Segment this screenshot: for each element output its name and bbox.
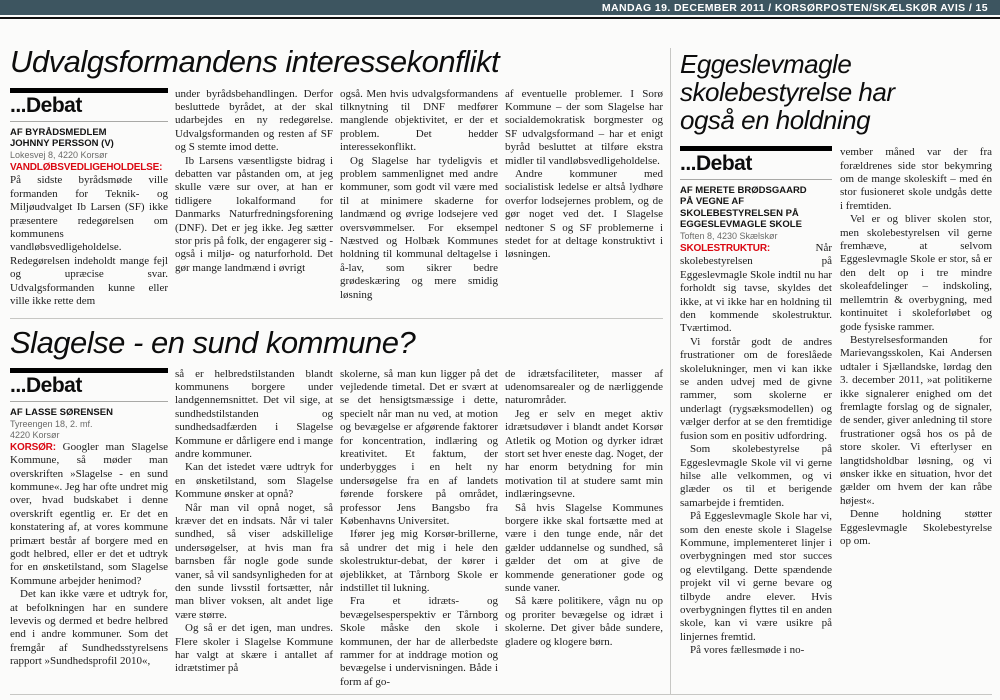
article-interessekonflikt [10,46,663,308]
article-3-column-1 [680,146,832,657]
body-paragraph: På vores fællesmøde i no- [690,644,805,657]
byline-line: PÅ VEGNE AF [680,196,745,208]
body-paragraph: Ifører jeg mig Korsør-brillerne, så undrer det mig i hele den skolestruktur-debat, der kører i øjeblikket, at Tårnborg Skole er indstillet til lukning. [340,528,498,595]
body-paragraph: Vi forstår godt de andres frustrationer om de foreslåede skolelukninger, men vi kan ikke se anden udvej med de givne rammer, som skolerne er underlagt (rygsæksmodellen) og vælger derfor at se den fremtidige fusion som en positiv udfordring. [680,335,832,442]
page-bottom-rule [10,694,992,695]
body-paragraph: Og Slagelse har tydeligvis et problem sammenlignet med andre kommuner, som godt vil være med til at minimere skaderne for landmænd og øvrige lodsejere ved oversvømmelser. For eksempel Næstved og Holbæk Kommunes holdning til kommunal deltagelse i å-lav, som sikrer bedre grødeskæring og mere smidig løsning [340,154,498,301]
lead-word: VANDLØBSVEDLIGEHOLDELSE: [10,161,163,173]
body-paragraph: skolerne, så man kun ligger på det vejledende timetal. Det er svært at se det hensigtsmæssige i dette, specielt når man nu ved, at motion og bevægelse er afgørende faktorer for koncentration, indlæring og kreativitet. Et faktum, der underbygges i en helt ny undersøgelse fra en af landets førende forskere på området, professor Jens Bangsbo fra Københavns Universitet. [340,367,498,528]
byline [10,127,168,149]
body-paragraph: Denne holdning støtter Eggeslevmagle Skolebestyrelse op om. [840,508,992,548]
byline-line: AF BYRÅDSMEDLEM [10,126,107,138]
byline-address: Toften 8, 4230 Skælskør [680,231,778,242]
body-paragraph: Og så er det igen, man undres. Flere skoler i Slagelse Kommune har valgt at skære i antallet af idrætstimer på [175,622,333,675]
masthead-text: MANDAG 19. DECEMBER 2011 / KORSØRPOSTEN/SKÆLSKØR AVIS / 15 [601,1,988,14]
body-paragraph: Vel er og bliver skolen stor, men skolebestyrelsen vil gerne fremhæve, at selvom Eggeslevmagle Skole er stor, så er den delt op i tre mindre skoleafdelinger – indskoling, mellemtrin & overbygning, med kontinuitet i skoleforløbet og gode fysiske rammer. [840,213,992,333]
body-paragraph: under byrådsbehandlingen. Derfor besluttede byrådet, at der skal udarbejdes en ny redegørelse. Udvalgsformanden og resten af SF og S stemte imod dette. [175,87,333,154]
article-2-column-1 [10,368,168,690]
lead-word: KORSØR: [10,441,56,453]
article-2-headline: Slagelse - en sund kommune? [10,325,416,360]
body-paragraph: de idrætsfaciliteter, masser af udenomsarealer og de nærliggende naturområder. [505,367,663,407]
article-1-column-2 [175,88,333,309]
article-1-headline: Udvalgsformandens interessekonflikt [10,44,500,79]
masthead-bar [0,0,1000,15]
debat-section-label: ...Debat [10,88,168,122]
address-line: Tyreengen 18, 2. mf. [10,418,93,429]
body-paragraph: vember måned var der fra forældrenes side stor bekymring om de mange skoleskift – med én stor fusioneret skole undgås dette i fremtiden. [840,146,992,212]
byline-line: JOHNNY PERSSON (V) [10,137,114,149]
debat-section-label: ...Debat [10,368,168,402]
paragraph-text: Googler man Slagelse Kommune, så møder man overskriften »Slagelse - en sund kommune«. Jeg har ofte undret mig over, hvad budskabet i denne overskrift egentlig er. Er det en konstatering af, at vores kommune primært består af borgere med en godt helbred, eller er det et udtryk for en ønsketilstand, som Slagelse Kommune arbejder henimod? [10,440,168,587]
body-paragraph: Jeg er selv en meget aktiv idrætsudøver i blandt andet Korsør Atletik og Motion og dyrker idræt stort set hver eneste dag. Noget, der har enorm betydning for min motivation til at studere samt min indlæringsevne. [505,407,663,501]
lead-word: SKOLESTRUKTUR: [680,243,770,255]
article-1-column-3 [340,88,498,309]
byline-line: SKOLEBESTYRELSEN PÅ [680,207,799,219]
body-paragraph: Bestyrelsesformanden for Marievangsskolen, Kai Andersen udtaler i Sjællandske, lørdag den 3. december 2011, »at politikerne ikke signalerer enighed om det fremlagte forslag og de signaler, de sender, giver anledning til store frustrationer også hos os på de store skoler. Vi efterlyser en langtidsholdbar løsning, og vi ønsker ikke en situation, hvor det gælder om hvem der kan råbe højest«. [840,333,992,507]
paragraph-text: Når skolebestyrelsen på Eggeslevmagle Skole indtil nu har forholdt sig tavse, skyldes det ikke, at vi ikke har en holdning til den kommende skolestruktur. Tværtimod. [680,242,832,335]
body-paragraph: Så kære politikere, vågn nu op og proriter bevægelse og idræt i skolerne. Det giver både sundere, gladere og klogere børn. [505,595,663,648]
article-sund-kommune [10,327,663,689]
body-paragraph: Andre kommuner med socialistisk ledelse er altså lydhøre overfor lodsejernes problem, og de gør noget ved det. I Slagelse nedtoner S og SF problemerne i stedet for at deltage konstruktivt i løsningen. [505,167,663,261]
body-paragraph [10,441,168,588]
byline [680,185,832,230]
body-paragraph: Så hvis Slagelse Kommunes borgere ikke skal fortsætte med at være i den tunge ende, når det gælder uddannelse og sundhed, så gælder det om at give de kommende generationer gode og sunde vaner. [505,501,663,595]
body-paragraph: Når man vil opnå noget, så kræver det en indsats. Når vi taler sundhed, så viser adskillelige undersøgelser, at hvis man fra barnsben får nogle gode sunde vaner, så vil sandsynligheden for at den sunde livsstil fortsætter, når man bliver voksen, alt andet lige være større. [175,501,333,621]
debat-section-label: ...Debat [680,146,832,180]
body-paragraph: På Eggeslevmagle Skole har vi, som den eneste skole i Slagelse Kommune, implementeret linjer i overbygningen med stor succes og elevtilgang. Dette spændende projekt vil vi gerne bevare og tilbyde andre elever. Hvis overbygningen flyttes til en anden skole, kan vi være usikre på linjernes fremtid. [680,510,832,643]
body-paragraph: Som skolebestyrelse på Eggeslevmagle Skole vil vi gerne hilse alle velkommen, og vi glæder os til et berigende samarbejde i fremtiden. [680,443,832,509]
body-paragraph: af eventuelle problemer. I Sorø Kommune – der som Slagelse har socialdemokratisk borgmester og SF udvalgsformand – har et enigt byråd besluttet at tilføre ekstra midler til vandløbsvedligeholdelse. [505,87,663,167]
body-paragraph: Kan det istedet være udtryk for en ønsketilstand, som Slagelse Kommune ønsker at opnå? [175,461,333,501]
byline-line: EGGESLEVMAGLE SKOLE [680,218,802,230]
column-divider-rule [670,48,671,694]
article-1-column-1 [10,88,168,309]
masthead-rule [0,17,1000,19]
body-paragraph [680,242,832,336]
byline-line: AF MERETE BRØDSGAARD [680,185,807,197]
body-paragraph: så er helbredstilstanden blandt kommunens borgere under landgennemsnittet. Det vil sige, at sundhedstilstanden og sundhedsadfærden i Slagelse Kommune er dårligere end i mange andre kommuner. [175,367,333,460]
paragraph-text: På sidste byrådsmøde ville formanden for Teknik- og Miljøudvalget Ib Larsen (SF) ikke præsentere redegørelsen om kommunens vandløbsvedligeholdelse. Redegørelsen indeholdt mange fejl og upræcise svar. Udvalgsformanden kunne eller ville ikke rette dem [10,174,168,307]
byline-address: Lokesvej 8, 4220 Korsør [10,149,108,160]
body-paragraph: Fra et idræts- og bevægelsesperspektiv er Tårnborg Skole måske den skole i kommunen, der har de allerbedste rammer for at inddrage motion og bevægelse i undervisningen. Både i form af go- [340,595,498,688]
address-line: 4220 Korsør [10,429,60,440]
article-eggeslevmagle [680,50,992,658]
article-2-column-3 [340,368,498,690]
body-paragraph: Ib Larsens væsentligste bidrag i debatten var påstanden om, at jeg skulle være sur over, at han er tidligere lokalformand for Danmarks Naturfredningsforening (DNF). Det er jeg ikke. Jeg sætter stor pris på folk, der engagerer sig - også i miljø- og naturforhold. Det gør mange landmænd i øvrigt [175,154,333,274]
article-divider-rule [10,318,663,319]
body-paragraph: Det kan ikke være et udtryk for, at befolkningen har en sundere levevis og dermed et bedre helbred end i andre kommuner. Som det fremgår af Sundhedsstyrelsens rapport »Sundhedsprofil 2010«, [10,588,168,668]
body-paragraph: også. Men hvis udvalgsformandens tilknytning til DNF medfører manglende objektivitet, er der et problem. Det hedder interessekonflikt. [340,87,498,154]
byline [10,407,168,418]
byline-line: AF LASSE SØRENSEN [10,406,113,418]
article-2-column-2 [175,368,333,690]
article-1-column-4 [505,88,663,309]
article-3-headline: Eggeslevmagle skolebestyrelse har også en holdning [680,49,895,136]
byline-address [10,419,168,441]
body-paragraph [10,161,168,308]
article-2-column-4 [505,368,663,690]
article-3-column-2 [840,146,992,657]
